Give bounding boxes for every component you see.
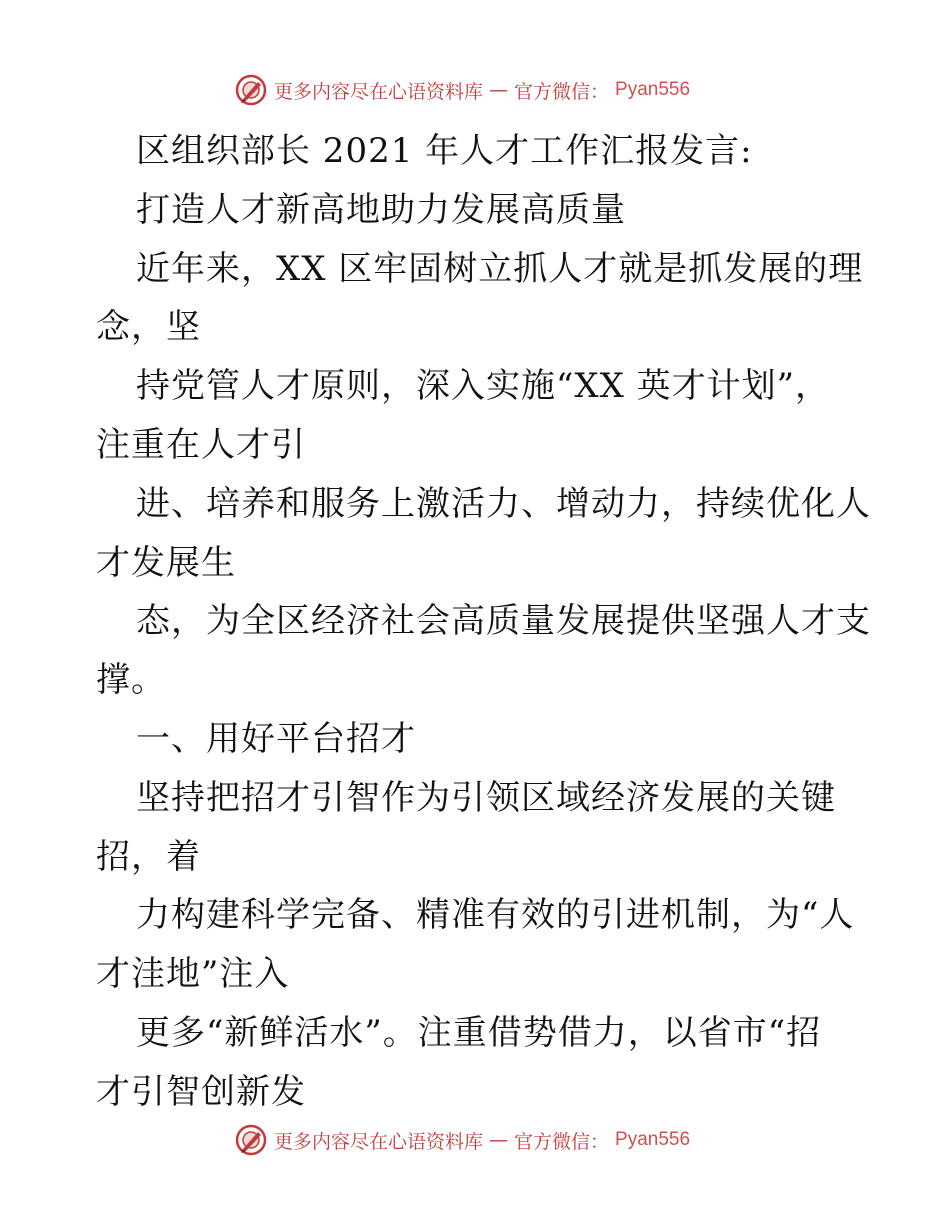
paragraph-line: 念，坚 bbox=[96, 307, 201, 348]
watermark-separator: — bbox=[489, 1129, 509, 1151]
watermark-footer bbox=[234, 1122, 690, 1158]
doc-title: 区组织部长 2021 年人才工作汇报发言: bbox=[136, 131, 753, 171]
paragraph-line: 才引智创新发 bbox=[96, 1071, 306, 1112]
pen-logo-icon bbox=[234, 1123, 268, 1157]
paragraph-line: 进、培养和服务上激活力、增动力，持续优化人 bbox=[136, 483, 871, 524]
paragraph-line: 才发展生 bbox=[96, 542, 236, 583]
watermark-id: Pyan556 bbox=[615, 79, 691, 100]
paragraph-line: 招，着 bbox=[96, 836, 201, 877]
watermark-text: 更多内容尽在心语资料库 bbox=[274, 1130, 484, 1153]
watermark-text: 更多内容尽在心语资料库 bbox=[274, 80, 484, 103]
watermark-label: 官方微信： bbox=[514, 1130, 610, 1153]
paragraph-line: 力构建科学完备、精准有效的引进机制，为“人 bbox=[136, 895, 855, 936]
paragraph-line: 才洼地”注入 bbox=[96, 954, 290, 995]
document-body bbox=[96, 122, 871, 1122]
watermark-separator: — bbox=[489, 79, 509, 101]
doc-subtitle: 打造人才新高地助力发展高质量 bbox=[136, 189, 626, 230]
watermark-label: 官方微信： bbox=[514, 80, 610, 103]
watermark-header bbox=[234, 72, 690, 108]
paragraph-line: 撑。 bbox=[96, 660, 166, 701]
paragraph-line: 持党管人才原则，深入实施“XX 英才计划”， bbox=[136, 366, 830, 407]
pen-logo-icon bbox=[234, 73, 268, 107]
paragraph-line: 注重在人才引 bbox=[96, 424, 306, 465]
paragraph-line: 坚持把招才引智作为引领区域经济发展的关键 bbox=[136, 777, 836, 818]
paragraph-line: 态，为全区经济社会高质量发展提供坚强人才支 bbox=[136, 601, 871, 642]
paragraph-line: 近年来，XX 区牢固树立抓人才就是抓发展的理 bbox=[136, 248, 864, 289]
watermark-id: Pyan556 bbox=[615, 1129, 691, 1150]
section-heading: 一、用好平台招才 bbox=[136, 718, 416, 759]
paragraph-line: 更多“新鲜活水”。注重借势借力，以省市“招 bbox=[136, 1012, 822, 1053]
